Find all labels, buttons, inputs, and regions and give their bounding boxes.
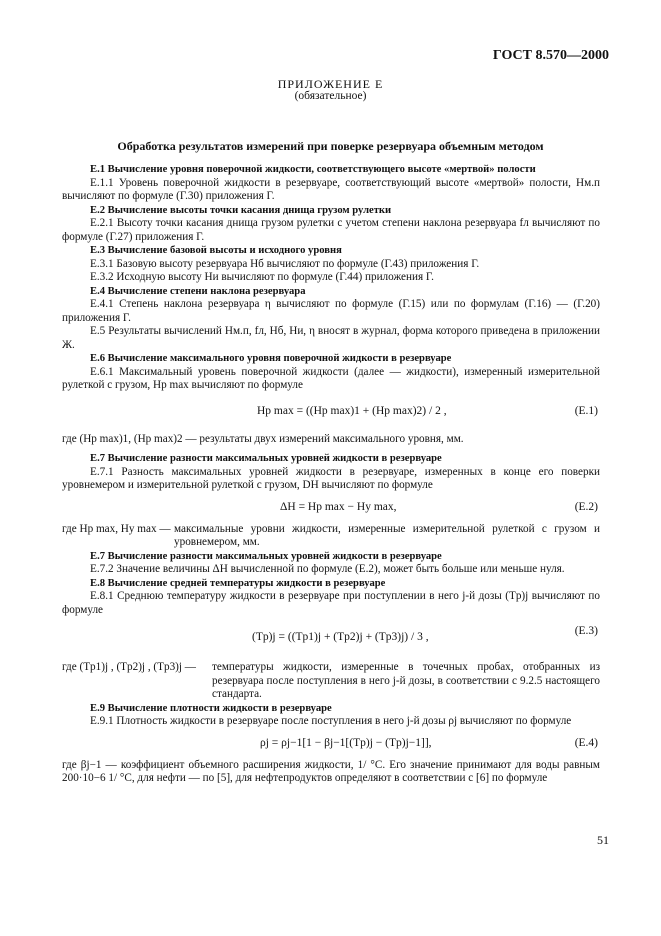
- section-heading: Е.2 Вычисление высоты точки касания днища грузом рулетки: [90, 204, 392, 216]
- formula-number: (Е.4): [574, 736, 598, 749]
- formula-e2: [62, 493, 600, 523]
- formula-number: (Е.1): [574, 404, 598, 417]
- where-clause: где βj−1 — коэффициент объемного расширения жидкости, 1/ °С. Его значение принимают для воды равным 200·10−6 1/ °С, для нефти — по [5], для нефтепродуктов определяют в соответствии с [6] по формуле: [62, 758, 600, 784]
- paragraph: Е.7.1 Разность максимальных уровней жидкости в резервуаре, измеренных в конце его поверки уровнемером и измерительной рулеткой с грузом, DH вычисляют по формуле: [62, 465, 600, 491]
- section-heading: Е.9 Вычисление плотности жидкости в резервуаре: [90, 702, 332, 714]
- section-heading: Е.1 Вычисление уровня поверочной жидкости, соответствующего высоте «мертвой» полости: [90, 164, 536, 175]
- formula-e4: [62, 729, 600, 759]
- paragraph: Е.3.2 Исходную высоту Hи вычисляют по формуле (Г.44) приложения Г.: [90, 271, 434, 283]
- paragraph: Е.5 Результаты вычислений Hм.п, fл, Hб, Hи, η вносят в журнал, форма которого приведена в приложении Ж.: [62, 325, 600, 351]
- section-heading: Е.7 Вычисление разности максимальных уровней жидкости в резервуаре: [90, 453, 442, 464]
- section-heading: Е.4 Вычисление степени наклона резервуара: [90, 285, 306, 297]
- paragraph: Е.9.1 Плотность жидкости в резервуаре после поступления в него j-й дозы ρj вычисляют по формуле: [90, 715, 572, 727]
- section-heading: Е.7 Вычисление разности максимальных уровней жидкости в резервуаре: [90, 550, 442, 562]
- formula-e1: [62, 393, 600, 433]
- formula: Hр max = ((Hр max)1 + (Hр max)2) / 2 ,: [257, 404, 447, 417]
- paragraph: Е.3.1 Базовую высоту резервуара Hб вычисляют по формуле (Г.43) приложения Г.: [90, 257, 480, 270]
- appendix-title: Обработка результатов измерений при поверке резервуара объемным методом: [117, 139, 544, 153]
- page-number: 51: [597, 833, 609, 847]
- section-heading: Е.6 Вычисление максимального уровня поверочной жидкости в резервуаре: [90, 353, 452, 364]
- where-clause: [62, 661, 600, 702]
- appendix-label: ПРИЛОЖЕНИЕ Е: [277, 77, 384, 91]
- section-heading: Е.3 Вычисление базовой высоты и исходного уровня: [90, 245, 342, 256]
- paragraph: Е.8.1 Среднюю температуру жидкости в резервуаре при поступлении в него j-й дозы (Tр)j вычисляют по формуле: [62, 590, 600, 616]
- paragraph: Е.2.1 Высоту точки касания днища грузом рулетки с учетом степени наклона резервуара fл вычисляют по формуле (Г.27) приложения Г.: [62, 217, 600, 243]
- formula-e3: [62, 617, 600, 661]
- paragraph: Е.1.1 Уровень поверочной жидкости в резервуаре, соответствующий высоте «мертвой» полости, Hм.п вычисляют по формуле (Г.30) приложения Г.: [62, 176, 600, 202]
- document-body: [62, 163, 600, 786]
- standard-header: ГОСТ 8.570—2000: [492, 48, 609, 63]
- formula-number: (Е.3): [574, 625, 598, 637]
- where-text: температуры жидкости, измеренные в точечных пробах, отобранных из резервуара после поступления в него j-й дозы, в соответствии с 9.2.5 настоящего стандарта.: [212, 661, 600, 700]
- paragraph: Е.7.2 Значение величины ΔH вычисленной по формуле (Е.2), может быть больше или меньше нуля.: [90, 563, 565, 575]
- appendix-status: (обязательное): [294, 90, 367, 102]
- where-text: максимальные уровни жидкости, измеренные измерительной рулеткой с грузом и уровнемером, мм.: [174, 522, 600, 548]
- where-clause: [62, 523, 600, 550]
- paragraph: Е.4.1 Степень наклона резервуара η вычисляют по формуле (Г.15) или по формулам (Г.16) — (Г.20) приложения Г.: [62, 298, 600, 324]
- where-label: где Hр max, Hу max —: [62, 522, 171, 535]
- where-label: где (Tр1)j , (Tр2)j , (Tр3)j —: [62, 661, 196, 673]
- formula: (Tр)j = ((Tр1)j + (Tр2)j + (Tр3)j) / 3 ,: [252, 631, 429, 643]
- formula: ΔH = Hр max − Hу max,: [280, 500, 397, 513]
- formula: ρj = ρj−1[1 − βj−1[(Tр)j − (Tр)j−1]],: [260, 736, 432, 749]
- formula-number: (Е.2): [574, 500, 598, 513]
- section-heading: Е.8 Вычисление средней температуры жидкости в резервуаре: [90, 577, 386, 589]
- paragraph: Е.6.1 Максимальный уровень поверочной жидкости (далее — жидкости), измеренный измерительной рулеткой с грузом, Hр max вычисляют по формуле: [62, 365, 600, 391]
- where-clause: где (Hр max)1, (Hр max)2 — результаты двух измерений максимального уровня, мм.: [62, 432, 464, 445]
